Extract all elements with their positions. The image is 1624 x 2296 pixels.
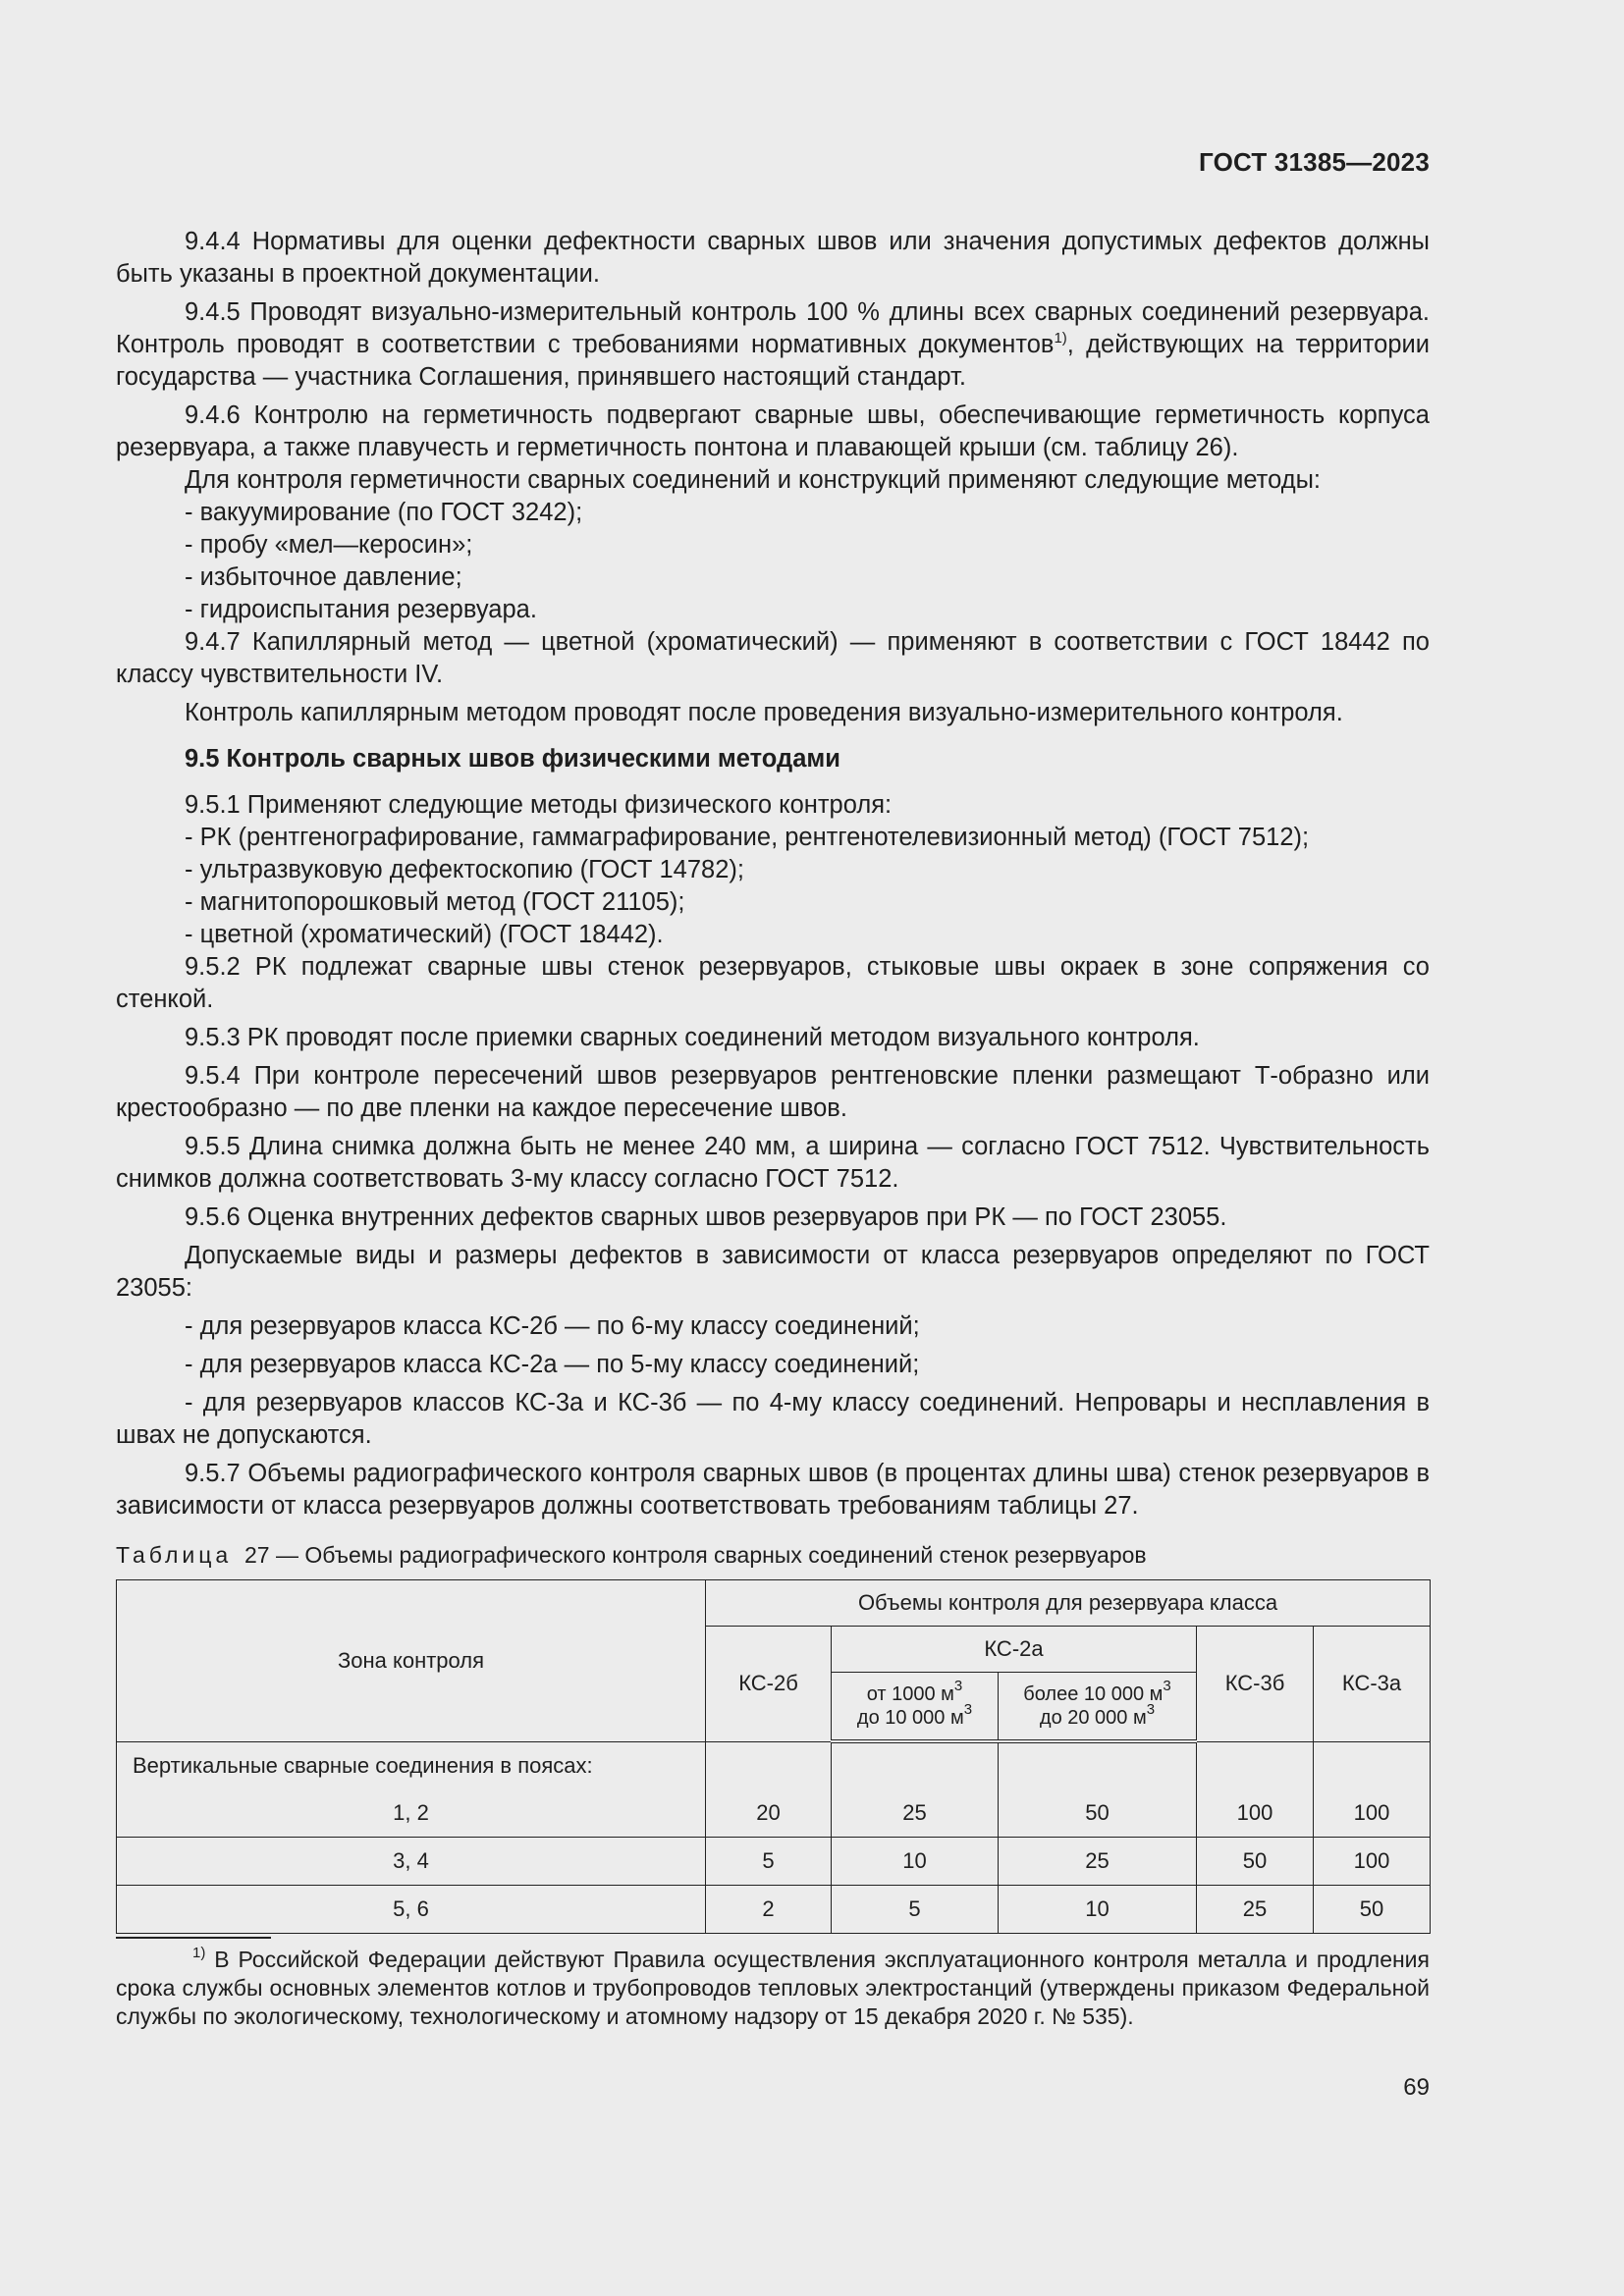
paragraph-9-4-5 bbox=[116, 296, 1430, 394]
paragraph-9-5-4: 9.5.4 При контроле пересечений швов резервуаров рентгеновские пленки размещают Т-образно или крестообразно — по две пленки на каждое пересечение швов. bbox=[116, 1062, 1430, 1122]
paragraph-9-5-7: 9.5.7 Объемы радиографического контроля сварных швов (в процентах длины шва) стенок резервуаров в зависимости от класса резервуаров должны соответствовать требованиям таблицы 27. bbox=[116, 1460, 1430, 1520]
table-cell: 25 bbox=[832, 1789, 999, 1838]
table-row bbox=[117, 1789, 1431, 1838]
paragraph-9-5-3: 9.5.3 РК проводят после приемки сварных соединений методом визуального контроля. bbox=[185, 1024, 1200, 1051]
table-cell: 100 bbox=[1314, 1837, 1431, 1885]
footnote-reference: 1) bbox=[1054, 330, 1067, 347]
table-group-label: Вертикальные сварные соединения в поясах: bbox=[117, 1741, 706, 1789]
document-number: ГОСТ 31385—2023 bbox=[1199, 147, 1430, 177]
footnote-text: В Российской Федерации действуют Правила осуществления эксплуатационного контроля металла и продления срока службы основных элементов котлов и трубопроводов тепловых электростанций (утверждены приказом Федеральной службы по экологическому, технологическому и атомному надзору от 15 декабря 2020 г. № 535). bbox=[116, 1947, 1430, 2029]
list-item: - гидроиспытания резервуара. bbox=[185, 596, 537, 623]
table-cell: 2 bbox=[706, 1885, 832, 1933]
table-header-volumes: Объемы контроля для резервуара класса bbox=[706, 1580, 1431, 1627]
table-cell: 10 bbox=[999, 1885, 1197, 1933]
list-item: - вакуумирование (по ГОСТ 3242); bbox=[185, 499, 583, 526]
paragraph-9-5-2: 9.5.2 РК подлежат сварные швы стенок резервуаров, стыковые швы окраек в зоне сопряжения со стенкой. bbox=[116, 953, 1430, 1013]
table-cell: 100 bbox=[1197, 1789, 1314, 1838]
table-cell-zone: 1, 2 bbox=[117, 1789, 706, 1838]
table-cell: 50 bbox=[999, 1789, 1197, 1838]
table-caption-text: 27 — Объемы радиографического контроля сварных соединений стенок резервуаров bbox=[244, 1542, 1147, 1568]
list-item: - избыточное давление; bbox=[185, 563, 462, 591]
table-header-ks2b: КС-2б bbox=[706, 1627, 832, 1742]
paragraph-9-4-7-capillary: Контроль капиллярным методом проводят после проведения визуально-измерительного контроля. bbox=[185, 699, 1343, 726]
table-caption-word: Таблица bbox=[116, 1542, 233, 1568]
table-cell: 5 bbox=[832, 1885, 999, 1933]
table-27 bbox=[116, 1579, 1431, 1934]
table-header-ks2a-sub2: более 10 000 $м^3$ до 20 000 $м^3$ bbox=[999, 1673, 1197, 1742]
table-cell-zone: 5, 6 bbox=[117, 1885, 706, 1933]
table-cell: 25 bbox=[1197, 1885, 1314, 1933]
paragraph-9-4-5-text-a: 9.4.5 Проводят визуально-измерительный контроль 100 % длины всех сварных соединений резервуара. Контроль проводят в соответствии с требованиями нормативных документов bbox=[116, 298, 1430, 358]
section-heading-9-5: 9.5 Контроль сварных швов физическими методами bbox=[185, 745, 840, 773]
table-cell: 50 bbox=[1197, 1837, 1314, 1885]
table-row bbox=[117, 1837, 1431, 1885]
footnote-marker: 1) bbox=[192, 1945, 206, 1961]
paragraph-9-4-7: 9.4.7 Капиллярный метод — цветной (хроматический) — применяют в соответствии с ГОСТ 18442 по классу чувствительности IV. bbox=[116, 628, 1430, 688]
paragraph-9-4-6-methods: Для контроля герметичности сварных соединений и конструкций применяют следующие методы: bbox=[185, 466, 1321, 494]
list-item: - для резервуаров класса КС-2а — по 5-му классу соединений; bbox=[185, 1351, 920, 1378]
paragraph-9-5-1: 9.5.1 Применяют следующие методы физического контроля: bbox=[185, 791, 893, 819]
footnote-divider bbox=[116, 1937, 271, 1939]
table-cell: 100 bbox=[1314, 1789, 1431, 1838]
table-header-ks3b: КС-3б bbox=[1197, 1627, 1314, 1742]
table-caption bbox=[116, 1540, 1430, 1570]
table-cell: 10 bbox=[832, 1837, 999, 1885]
table-cell-zone: 3, 4 bbox=[117, 1837, 706, 1885]
table-cell: 20 bbox=[706, 1789, 832, 1838]
table-header-zone: Зона контроля bbox=[117, 1580, 706, 1742]
list-item: - пробу «мел—керосин»; bbox=[185, 531, 473, 559]
table-header-ks2a-sub1: от 1000 $м^3$ до 10 000 $м^3$ bbox=[832, 1673, 999, 1742]
list-item: - РК (рентгенографирование, гаммаграфирование, рентгенотелевизионный метод) (ГОСТ 7512); bbox=[185, 824, 1310, 851]
document-body bbox=[116, 226, 1430, 1934]
list-item: - для резервуаров классов КС-3а и КС-3б — по 4-му классу соединений. Непровары и несплавления в швах не допускаются. bbox=[116, 1389, 1430, 1449]
footnote bbox=[116, 1946, 1430, 2031]
table-cell: 25 bbox=[999, 1837, 1197, 1885]
paragraph-9-5-5: 9.5.5 Длина снимка должна быть не менее 240 мм, а ширина — согласно ГОСТ 7512. Чувствительность снимков должна соответствовать 3-му классу согласно ГОСТ 7512. bbox=[116, 1133, 1430, 1193]
paragraph-9-4-4: 9.4.4 Нормативы для оценки дефектности сварных швов или значения допустимых дефектов должны быть указаны в проектной документации. bbox=[116, 228, 1430, 288]
list-item: - магнитопорошковый метод (ГОСТ 21105); bbox=[185, 888, 685, 916]
table-cell: 50 bbox=[1314, 1885, 1431, 1933]
table-header-ks3a: КС-3а bbox=[1314, 1627, 1431, 1742]
table-cell: 5 bbox=[706, 1837, 832, 1885]
paragraph-9-5-6: 9.5.6 Оценка внутренних дефектов сварных швов резервуаров при РК — по ГОСТ 23055. bbox=[185, 1203, 1227, 1231]
page-number: 69 bbox=[1403, 2074, 1430, 2101]
list-item: - для резервуаров класса КС-2б — по 6-му классу соединений; bbox=[185, 1312, 920, 1340]
paragraph-9-5-6-defects: Допускаемые виды и размеры дефектов в зависимости от класса резервуаров определяют по ГОСТ 23055: bbox=[116, 1242, 1430, 1302]
list-item: - цветной (хроматический) (ГОСТ 18442). bbox=[185, 921, 664, 948]
paragraph-9-4-5-text-b: , действующих на территории государства — участника Соглашения, принявшего настоящий стандарт. bbox=[116, 331, 1430, 391]
table-header-ks2a: КС-2а bbox=[832, 1627, 1197, 1673]
list-item: - ультразвуковую дефектоскопию (ГОСТ 14782); bbox=[185, 856, 744, 883]
table-row bbox=[117, 1885, 1431, 1933]
paragraph-9-4-6: 9.4.6 Контролю на герметичность подвергают сварные швы, обеспечивающие герметичность корпуса резервуара, а также плавучесть и герметичность понтона и плавающей крыши (см. таблицу 26). bbox=[116, 401, 1430, 461]
